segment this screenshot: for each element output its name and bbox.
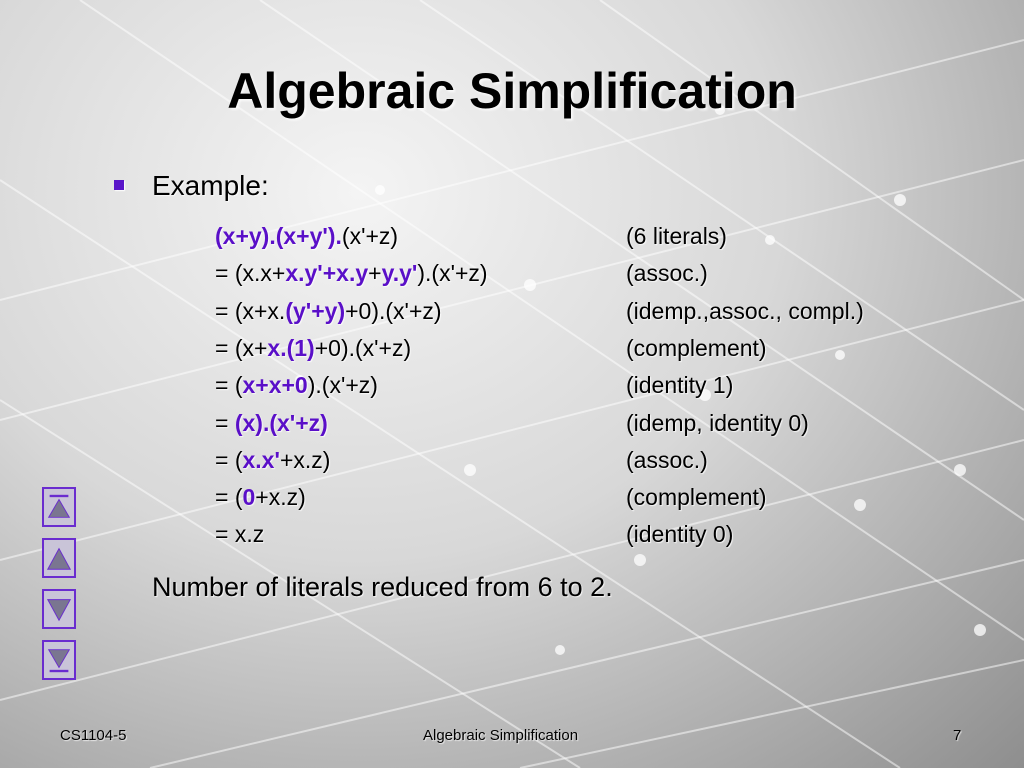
expression-term: = (x+x. — [215, 298, 286, 324]
highlighted-term: x+x+0 — [242, 372, 308, 398]
step-expression — [215, 447, 330, 474]
footer-topic: Algebraic Simplification — [423, 727, 579, 744]
step-expression — [215, 298, 442, 325]
step-note: (assoc.) — [626, 260, 708, 286]
expression-term: ).(x'+z) — [307, 372, 378, 398]
expression-term: (x'+z) — [341, 223, 399, 249]
highlighted-term: y.y' — [381, 260, 418, 286]
footer-course: CS1104-5 — [60, 727, 127, 744]
step-expression — [215, 521, 264, 548]
expression-term: +x.z) — [255, 484, 306, 510]
expression-term: = ( — [215, 484, 243, 510]
first-slide-icon — [44, 489, 74, 525]
expression-term: +0).(x'+z) — [345, 298, 442, 324]
step-note: (assoc.) — [626, 447, 708, 473]
step-note: (idemp, identity 0) — [626, 410, 809, 436]
expression-term: = — [215, 410, 235, 436]
expression-term: +x.z) — [279, 447, 331, 473]
step-note: (6 literals) — [626, 223, 727, 249]
expression-term: +0).(x'+z) — [314, 335, 412, 361]
step-expression — [215, 372, 378, 399]
expression-term: ).(x'+z) — [417, 260, 488, 286]
step-expression — [215, 335, 411, 362]
slide-title: Algebraic Simplification — [227, 63, 797, 119]
footer-page-number: 7 — [953, 727, 962, 744]
highlighted-term: x.x' — [242, 447, 280, 473]
previous-slide-icon — [44, 540, 74, 576]
bullet-square-icon — [114, 180, 124, 190]
next-slide-icon — [44, 591, 74, 627]
step-expression — [215, 484, 306, 511]
expression-term: + — [368, 260, 382, 286]
last-slide-icon — [44, 642, 74, 678]
expression-term: = ( — [215, 447, 243, 473]
highlighted-term: x.y'+x.y — [285, 260, 369, 286]
next-slide-button[interactable] — [42, 589, 76, 629]
conclusion-text: Number of literals reduced from 6 to 2. — [152, 572, 613, 602]
expression-term: = ( — [215, 372, 243, 398]
step-note: (idemp.,assoc., compl.) — [626, 298, 864, 324]
highlighted-term: (x).(x'+z) — [234, 410, 328, 436]
first-slide-button[interactable] — [42, 487, 76, 527]
step-note: (identity 0) — [626, 521, 734, 547]
highlighted-term: (x+y).(x+y'). — [215, 223, 342, 249]
step-note: (complement) — [626, 484, 767, 510]
step-note: (identity 1) — [626, 372, 734, 398]
previous-slide-button[interactable] — [42, 538, 76, 578]
bullet-label: Example: — [152, 170, 269, 201]
highlighted-term: 0 — [242, 484, 256, 510]
highlighted-term: x.(1) — [267, 335, 315, 361]
expression-term: = (x.x+ — [215, 260, 286, 286]
step-expression — [215, 260, 488, 287]
last-slide-button[interactable] — [42, 640, 76, 680]
step-expression — [215, 410, 328, 437]
highlighted-term: (y'+y) — [285, 298, 346, 324]
expression-term: = (x+ — [215, 335, 268, 361]
expression-term: = x.z — [215, 521, 265, 547]
step-expression — [215, 223, 398, 250]
step-note: (complement) — [626, 335, 767, 361]
